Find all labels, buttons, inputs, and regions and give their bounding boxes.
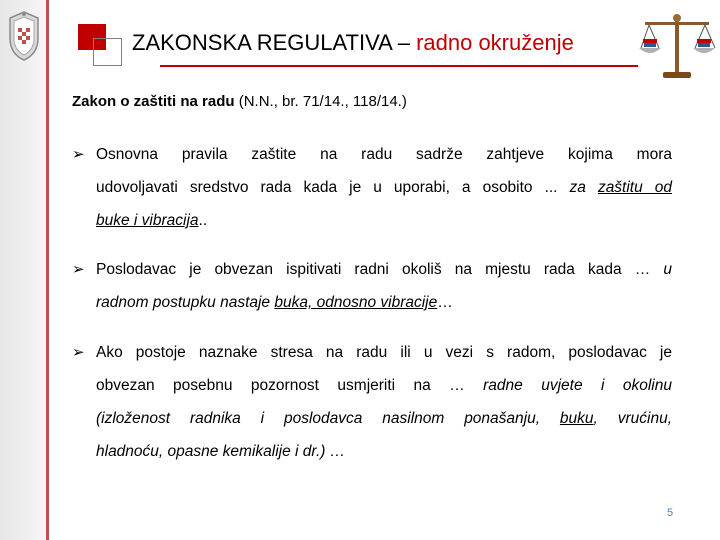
- slide-title-main: ZAKONSKA REGULATIVA –: [132, 30, 417, 55]
- bullet-item: [72, 138, 672, 237]
- bullet-text-underlined: buku: [559, 410, 594, 427]
- page-number: 5: [667, 507, 674, 519]
- bullet-text-italic: u: [663, 261, 672, 278]
- bullet-text-italic: , vrućinu,: [593, 410, 673, 427]
- arrow-bullet-icon: ➢: [72, 344, 85, 361]
- bullet-line: [72, 253, 672, 286]
- bullet-text: ..: [198, 212, 208, 229]
- law-name: Zakon o zaštiti na radu: [72, 93, 235, 110]
- title-underline: [160, 65, 638, 67]
- bullet-line: [72, 171, 672, 204]
- institution-crest-icon: [6, 10, 42, 62]
- bullet-text-underlined: buka, odnosno vibracije: [274, 294, 438, 311]
- bullet-line: Osnovna pravila zaštite na radu sadrže zahtjeve kojima mora: [96, 146, 672, 163]
- bullet-text-italic: hladnoću, opasne kemikalije i dr.) …: [96, 443, 346, 460]
- bullet-item: [72, 336, 672, 468]
- law-citation: (N.N., br. 71/14., 118/14.): [234, 93, 407, 110]
- bullet-text-italic: za: [569, 179, 598, 196]
- slide-title: [132, 30, 574, 56]
- scales-of-justice-icon: [637, 10, 717, 84]
- bullet-line: [72, 286, 672, 319]
- bullet-item: [72, 253, 672, 319]
- bullet-text-underlined: zaštitu od: [597, 179, 672, 196]
- bullet-text: obvezan posebnu pozornost usmjeriti na …: [96, 377, 484, 394]
- arrow-bullet-icon: ➢: [72, 146, 85, 163]
- title-decoration-outline-square: [93, 38, 122, 66]
- bullet-text-italic: radne uvjete i okolinu: [483, 377, 672, 394]
- bullet-text-italic: (izloženost radnika i poslodavca nasilnom ponašanju,: [96, 410, 560, 427]
- bullet-line: [72, 435, 672, 468]
- bullet-text-underlined: buke i vibracija: [96, 212, 199, 229]
- bullet-text-italic: radnom postupku nastaje: [96, 294, 275, 311]
- bullet-text: Poslodavac je obvezan ispitivati radni okoliš na mjestu rada kada …: [96, 261, 664, 278]
- bullet-line: [72, 402, 672, 435]
- arrow-bullet-icon: ➢: [72, 261, 85, 278]
- left-sidebar-band: [0, 0, 49, 540]
- law-reference: [72, 93, 407, 110]
- bullet-text: udovoljavati sredstvo rada kada je u uporabi, a osobito ...: [96, 179, 570, 196]
- bullet-line: [72, 369, 672, 402]
- bullet-text: …: [437, 294, 453, 311]
- slide-title-accent: radno okruženje: [416, 30, 574, 55]
- bullet-line: Ako postoje naznake stresa na radu ili u vezi s radom, poslodavac je: [96, 344, 672, 361]
- bullet-line: [72, 204, 672, 237]
